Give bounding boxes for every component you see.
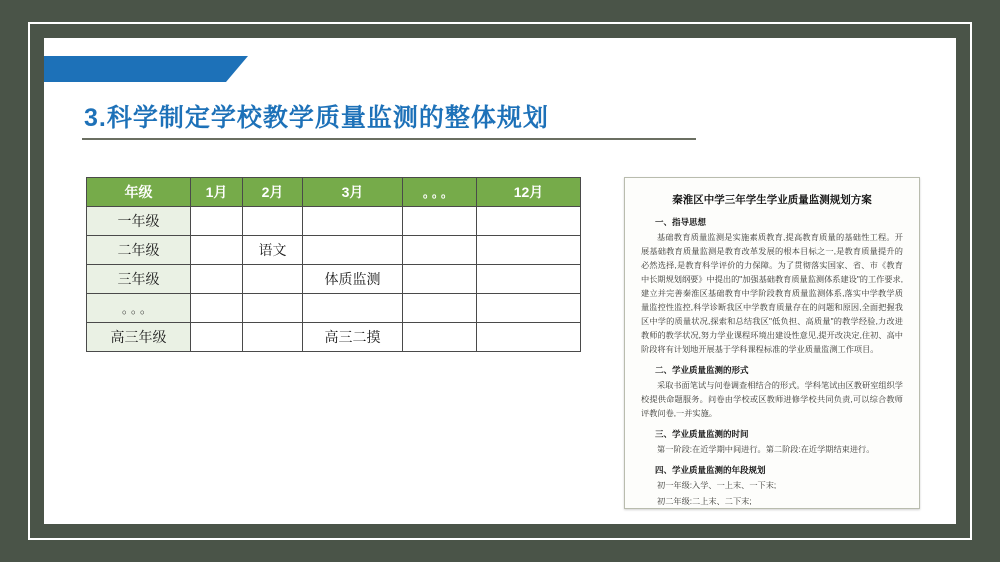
grade-schedule-table bbox=[86, 177, 581, 352]
table-cell-m1 bbox=[191, 207, 243, 236]
table-row bbox=[87, 323, 581, 352]
document-paragraph: 初二年级:二上末、二下末; bbox=[657, 497, 752, 506]
table-cell-grade: 高三年级 bbox=[87, 323, 191, 352]
header-accent-band-tail bbox=[226, 56, 248, 82]
table-header-cell: 1月 bbox=[191, 178, 243, 207]
table-cell-m3: 体质监测 bbox=[303, 265, 403, 294]
table-header-row bbox=[87, 178, 581, 207]
table-header-cell: 。。。 bbox=[403, 178, 477, 207]
table-header-cell: 3月 bbox=[303, 178, 403, 207]
table-cell-m3 bbox=[303, 207, 403, 236]
document-paragraph: 第一阶段:在近学期中间进行。第二阶段:在近学期结束进行。 bbox=[657, 445, 875, 454]
table-cell-m1 bbox=[191, 294, 243, 323]
table-row bbox=[87, 236, 581, 265]
table-cell-m1 bbox=[191, 323, 243, 352]
document-paragraph: 采取书面笔试与问卷调查相结合的形式。学科笔试由区教研室组织学校提供命题服务。问卷由学校或区教师进修学校共同负责,可以综合教师评教问卷,一并实施。 bbox=[641, 381, 903, 418]
header-accent-band bbox=[44, 56, 226, 82]
table-header-cell: 年级 bbox=[87, 178, 191, 207]
document-heading: 三、学业质量监测的时间 bbox=[655, 429, 749, 439]
page-title: 3.科学制定学校教学质量监测的整体规划 bbox=[84, 104, 549, 132]
table-header-cell: 2月 bbox=[243, 178, 303, 207]
table-cell-dots bbox=[403, 323, 477, 352]
document-heading: 二、学业质量监测的形式 bbox=[655, 365, 749, 375]
table-cell-dots bbox=[403, 236, 477, 265]
table-row bbox=[87, 207, 581, 236]
table-cell-m1 bbox=[191, 236, 243, 265]
table-cell-dots bbox=[403, 265, 477, 294]
document-heading: 一、指导思想 bbox=[655, 217, 707, 227]
table-cell-grade: 二年级 bbox=[87, 236, 191, 265]
title-underline-rule bbox=[82, 138, 696, 140]
table-cell-m3 bbox=[303, 294, 403, 323]
table-cell-m2: 语文 bbox=[243, 236, 303, 265]
table-cell-m12 bbox=[477, 236, 581, 265]
document-paragraph: 初一年级:入学、一上末、一下末; bbox=[657, 481, 777, 490]
table-cell-m12 bbox=[477, 265, 581, 294]
table-row bbox=[87, 294, 581, 323]
table-cell-m3 bbox=[303, 236, 403, 265]
table-cell-m2 bbox=[243, 207, 303, 236]
table-cell-grade: 三年级 bbox=[87, 265, 191, 294]
table-cell-dots bbox=[403, 207, 477, 236]
table-cell-grade: 。。。 bbox=[87, 294, 191, 323]
table-cell-m12 bbox=[477, 294, 581, 323]
plan-document-image bbox=[624, 177, 920, 509]
table-cell-m2 bbox=[243, 265, 303, 294]
table-row bbox=[87, 265, 581, 294]
document-title: 秦淮区中学三年学生学业质量监测规划方案 bbox=[672, 194, 872, 206]
table-cell-m12 bbox=[477, 323, 581, 352]
table-cell-m2 bbox=[243, 323, 303, 352]
table-cell-m1 bbox=[191, 265, 243, 294]
table-cell-dots bbox=[403, 294, 477, 323]
slide-canvas bbox=[44, 38, 956, 524]
table-cell-m2 bbox=[243, 294, 303, 323]
document-paragraph: 基础教育质量监测是实施素质教育,提高教育质量的基础性工程。开展基础教育质量监测是教育改革发展的根本目标之一,是教育质量提升的必然选择,是教育科学评价的力保障。为了贯彻落实国家、省、市《教育中长期规划纲要》中提出的"加强基础教育质量监测体系建设"的工作要求,建立并完善秦淮区基础教育中学阶段教育质量监测体系,落实中学教学质量监控性监控,科学诊断我区中学教育质量存在的问题和原因,全面把握我区中学的质量状况,探索和总结我区"低负担、高质量"的教学经验,力改进教师的教学状况,努力学业课程环境出建设性意见,提开改决定,住初、高中阶段将有计划地开展基于学科课程标准的学业质量监测工作项目。 bbox=[641, 233, 903, 354]
table-header-cell: 12月 bbox=[477, 178, 581, 207]
table-cell-grade: 一年级 bbox=[87, 207, 191, 236]
table-cell-m3: 高三二摸 bbox=[303, 323, 403, 352]
table-cell-m12 bbox=[477, 207, 581, 236]
document-heading: 四、学业质量监测的年段规划 bbox=[655, 465, 766, 475]
